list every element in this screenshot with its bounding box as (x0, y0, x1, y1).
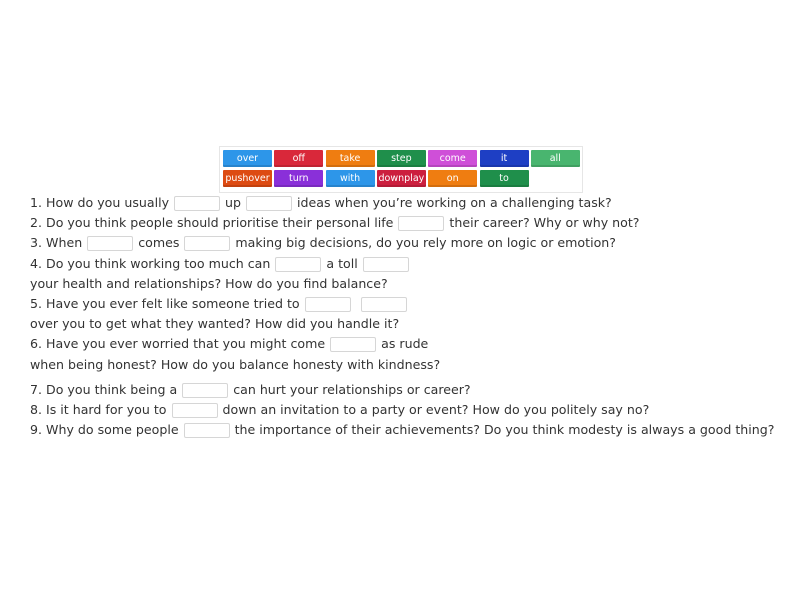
question-text: 1. How do you usually (30, 195, 170, 210)
question-4-continued (30, 274, 388, 294)
question-text: 4. Do you think working too much can (30, 256, 271, 271)
question-text: up (225, 195, 242, 210)
question-text: 2. Do you think people should prioritise their personal life (30, 215, 394, 230)
answer-blank[interactable] (398, 216, 444, 231)
word-tile-turn[interactable]: turn (274, 170, 323, 187)
question-text: 3. When (30, 235, 83, 250)
word-tile-with[interactable]: with (326, 170, 375, 187)
question-text: over you to get what they wanted? How did you handle it? (30, 316, 400, 331)
word-tile-downplay[interactable]: downplay (377, 170, 426, 187)
word-tile-all[interactable]: all (531, 150, 580, 167)
answer-blank[interactable] (184, 236, 230, 251)
word-tile-to[interactable]: to (480, 170, 529, 187)
question-5 (30, 294, 412, 314)
answer-blank[interactable] (246, 196, 292, 211)
question-5-continued (30, 314, 399, 334)
question-text: down an invitation to a party or event? How do you politely say no? (222, 402, 650, 417)
answer-blank[interactable] (172, 403, 218, 418)
question-text: ideas when you’re working on a challenging task? (297, 195, 612, 210)
question-text: 7. Do you think being a (30, 382, 178, 397)
word-tile-step[interactable]: step (377, 150, 426, 167)
answer-blank[interactable] (184, 423, 230, 438)
question-3 (30, 233, 616, 253)
question-1 (30, 193, 612, 213)
question-text: their career? Why or why not? (449, 215, 640, 230)
word-tile-over[interactable]: over (223, 150, 272, 167)
question-2 (30, 213, 639, 233)
question-text: can hurt your relationships or career? (233, 382, 471, 397)
question-text: a toll (326, 256, 358, 271)
answer-blank[interactable] (361, 297, 407, 312)
answer-blank[interactable] (182, 383, 228, 398)
word-tile-on[interactable]: on (428, 170, 477, 187)
word-tile-come[interactable]: come (428, 150, 477, 167)
question-text: as rude (381, 336, 429, 351)
word-tile-pushover[interactable]: pushover (223, 170, 272, 187)
question-6 (30, 334, 428, 354)
question-text: 8. Is it hard for you to (30, 402, 167, 417)
question-text: your health and relationships? How do you find balance? (30, 276, 388, 291)
question-text: the importance of their achievements? Do you think modesty is always a good thing? (234, 422, 775, 437)
answer-blank[interactable] (363, 257, 409, 272)
question-text: comes (138, 235, 180, 250)
question-6-continued (30, 355, 440, 375)
question-text: 9. Why do some people (30, 422, 179, 437)
answer-blank[interactable] (305, 297, 351, 312)
word-tile-it[interactable]: it (480, 150, 529, 167)
question-8 (30, 400, 649, 420)
answer-blank[interactable] (275, 257, 321, 272)
word-tile-take[interactable]: take (326, 150, 375, 167)
answer-blank[interactable] (330, 337, 376, 352)
question-text: 5. Have you ever felt like someone tried to (30, 296, 300, 311)
question-text: making big decisions, do you rely more on logic or emotion? (235, 235, 616, 250)
question-7 (30, 380, 471, 400)
question-text: when being honest? How do you balance honesty with kindness? (30, 357, 441, 372)
question-9 (30, 420, 774, 440)
answer-blank[interactable] (87, 236, 133, 251)
word-tile-off[interactable]: off (274, 150, 323, 167)
question-text: 6. Have you ever worried that you might come (30, 336, 326, 351)
answer-blank[interactable] (174, 196, 220, 211)
question-4 (30, 254, 414, 274)
